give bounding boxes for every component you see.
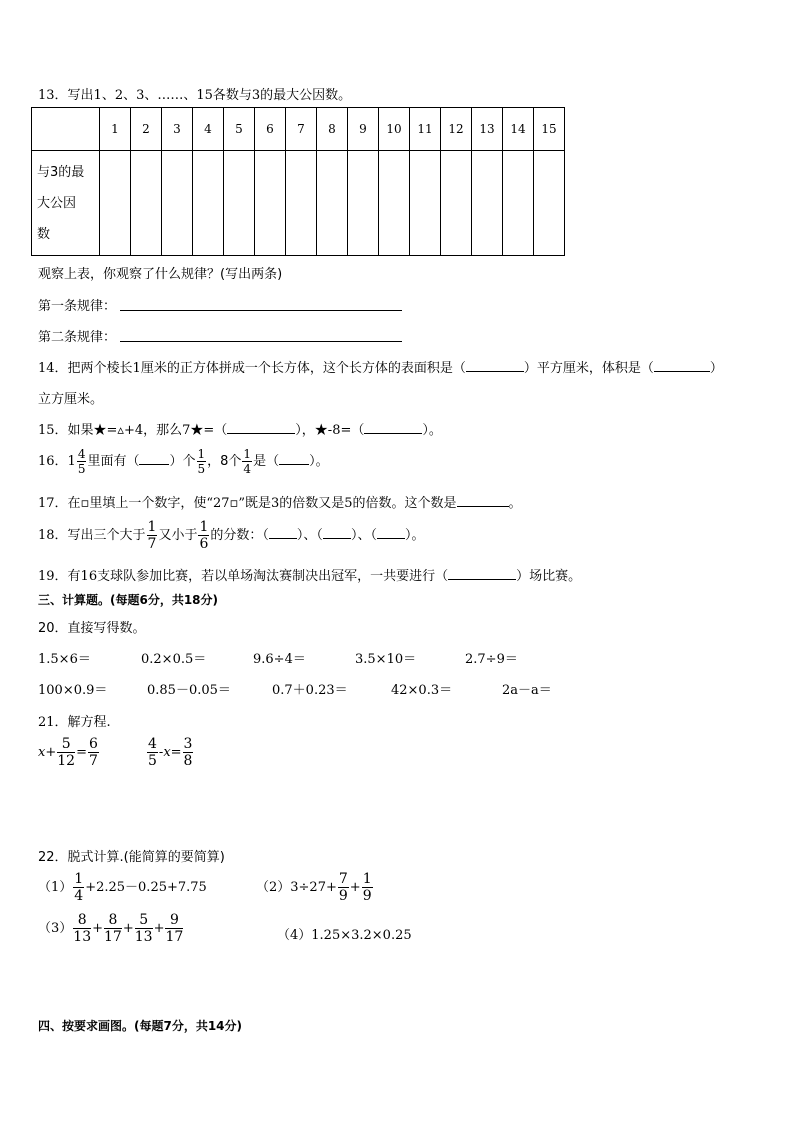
q16-fraction-1 [77, 448, 87, 475]
p2-fraction-1 [338, 872, 349, 903]
answer-cell[interactable] [286, 151, 317, 256]
q16-mid2: ）个 [169, 454, 196, 469]
answer-cell[interactable] [162, 151, 193, 256]
numerator: 8 [104, 913, 122, 929]
gcd-table [31, 107, 565, 256]
q19-text-a: 19．有16支球队参加比赛，若以单场淘汰赛制决出冠军，一共要进行（ [38, 569, 449, 584]
header-cell: 11 [410, 108, 441, 151]
answer-cell[interactable] [441, 151, 472, 256]
denominator: 4 [74, 888, 84, 904]
numerator: 6 [88, 736, 98, 752]
answer-cell[interactable] [503, 151, 534, 256]
q16 [38, 448, 329, 475]
answer-cell[interactable] [131, 151, 162, 256]
answer-cell[interactable] [100, 151, 131, 256]
header-cell: 9 [348, 108, 379, 151]
eq1-fraction-2 [88, 737, 99, 768]
p3-fraction-3 [135, 913, 153, 944]
p3-fraction-1 [73, 913, 91, 944]
q18 [38, 520, 424, 551]
q15 [38, 419, 442, 438]
denominator: 9 [338, 888, 348, 904]
q22-problem-4: （4）1.25×3.2×0.25 [277, 928, 412, 943]
rule2-label: 第二条规律： [38, 330, 117, 345]
p3-fraction-2 [104, 913, 122, 944]
header-cell: 14 [503, 108, 534, 151]
numerator: 1 [147, 519, 157, 535]
q17-blank[interactable] [457, 506, 509, 507]
q16-blank-2[interactable] [279, 464, 309, 465]
denominator: 13 [73, 929, 92, 945]
q15-blank-2[interactable] [364, 433, 422, 434]
table-answer-row [32, 151, 565, 256]
numerator: 3 [183, 736, 193, 752]
q18-s1: ）、（ [296, 528, 323, 543]
q19-text-b: ）场比赛。 [516, 569, 582, 584]
denominator: 9 [362, 888, 372, 904]
eq2-mid: -x= [158, 745, 182, 760]
q18-blank-1[interactable] [269, 538, 297, 539]
q15-blank-1[interactable] [227, 433, 295, 434]
volume-blank[interactable] [654, 371, 710, 372]
rule1-label: 第一条规律： [38, 299, 117, 314]
q20-row1-item: 1.5×6＝ [38, 652, 91, 667]
p1-label: （1） [38, 880, 73, 895]
answer-cell[interactable] [472, 151, 503, 256]
answer-cell[interactable] [193, 151, 224, 256]
row-label-line: 与3的最 [37, 164, 85, 180]
numerator: 4 [148, 736, 157, 752]
header-cell: 2 [131, 108, 162, 151]
numerator: 1 [74, 871, 84, 887]
q16-mid1: 里面有（ [87, 454, 140, 469]
row-label-line: 大公因 [37, 195, 77, 211]
numerator: 5 [135, 913, 153, 929]
denominator: 12 [57, 753, 76, 769]
p2-label: （2）3÷27+ [256, 880, 337, 895]
p2-fraction-2 [362, 872, 373, 903]
table-header-row [32, 108, 565, 151]
q22-problem-2 [256, 872, 374, 903]
denominator: 8 [183, 753, 193, 769]
denominator: 7 [147, 536, 157, 552]
header-cell: 15 [534, 108, 565, 151]
row-label-line: 数 [37, 226, 51, 242]
table-corner-cell [32, 108, 100, 151]
q16-blank-1[interactable] [139, 464, 169, 465]
q17 [38, 492, 522, 511]
q16-pre: 16． [38, 454, 68, 469]
q15-text-b: ），★-8=（ [295, 423, 365, 438]
eq1-x: x+ [38, 745, 57, 760]
q19 [38, 565, 581, 584]
q18-s2: ）、（ [350, 528, 377, 543]
q20-row1-item: 2.7÷9＝ [465, 652, 518, 667]
q16-fraction-2 [197, 448, 207, 475]
p2-plus: + [349, 880, 361, 895]
q16-fraction-3 [242, 448, 252, 475]
q16-mid4: 是（ [253, 454, 280, 469]
q20-row1-item: 3.5×10＝ [355, 652, 417, 667]
header-cell: 5 [224, 108, 255, 151]
numerator: 1 [199, 519, 209, 535]
rule2-answer-line[interactable] [120, 341, 402, 342]
q18-blank-3[interactable] [377, 538, 405, 539]
q22-title: 22．脱式计算.(能简算的要简算) [38, 850, 225, 865]
numerator: 1 [243, 447, 252, 461]
eq2-fraction-2 [183, 737, 194, 768]
q20-row2-item: 2a－a＝ [502, 683, 552, 698]
header-cell: 8 [317, 108, 348, 151]
denominator: 17 [165, 929, 184, 945]
numerator: 8 [73, 913, 91, 929]
answer-cell[interactable] [534, 151, 565, 256]
q16-whole: 1 [67, 454, 76, 469]
q22-problem-3 [38, 913, 184, 944]
q14-line1 [38, 357, 723, 376]
q14-text-a: 14．把两个棱长1厘米的正方体拼成一个长方体，这个长方体的表面积是（ [38, 361, 466, 376]
denominator: 17 [104, 929, 122, 945]
q21-title: 21．解方程. [38, 715, 111, 730]
q14-line2: 立方厘米。 [38, 392, 104, 407]
denominator: 5 [197, 462, 206, 476]
q14-text-b: ）平方厘米，体积是（ [523, 361, 654, 376]
denominator: 7 [88, 753, 98, 769]
plus-sign: + [92, 921, 104, 936]
numerator: 1 [362, 871, 372, 887]
header-cell: 10 [379, 108, 410, 151]
eq1-fraction-1 [57, 737, 75, 768]
equation-1 [38, 737, 100, 768]
q16-end: ）。 [309, 454, 329, 469]
numerator: 9 [165, 913, 183, 929]
plus-sign: + [122, 921, 134, 936]
eq1-equals: = [76, 745, 87, 760]
q20-title: 20．直接写得数。 [38, 621, 146, 636]
equation-2 [146, 737, 194, 768]
q13-title: 13．写出1、2、3、……、15各数与3的最大公因数。 [38, 88, 352, 103]
numerator: 4 [77, 447, 86, 461]
q22-problem-1 [38, 872, 207, 903]
denominator: 5 [77, 462, 86, 476]
header-cell: 7 [286, 108, 317, 151]
denominator: 5 [148, 753, 157, 769]
header-cell: 4 [193, 108, 224, 151]
answer-cell[interactable] [317, 151, 348, 256]
p3-label: （3） [38, 921, 73, 936]
header-cell: 12 [441, 108, 472, 151]
numerator: 1 [197, 447, 206, 461]
numerator: 5 [57, 737, 75, 753]
header-cell: 1 [100, 108, 131, 151]
section3-heading: 三、计算题。(每题6分，共18分) [38, 593, 219, 607]
q18-fraction-2 [198, 520, 209, 551]
q18-mid: 又小于 [158, 528, 198, 543]
q14-text-c: ） [709, 361, 723, 376]
answer-cell[interactable] [379, 151, 410, 256]
p1-fraction [73, 872, 84, 903]
rule1-answer-line[interactable] [120, 310, 402, 311]
q19-blank[interactable] [448, 579, 516, 580]
answer-cell[interactable] [348, 151, 379, 256]
q18-fraction-1 [147, 520, 158, 551]
q20-row2-item: 0.7＋0.23＝ [272, 683, 348, 698]
answer-cell[interactable] [410, 151, 441, 256]
surface-area-blank[interactable] [466, 371, 524, 372]
q15-text-a: 15．如果★=▵+4，那么7★=（ [38, 423, 228, 438]
answer-cell[interactable] [255, 151, 286, 256]
answer-cell[interactable] [224, 151, 255, 256]
p3-fraction-4 [165, 913, 183, 944]
q20-row2-item: 42×0.3＝ [391, 683, 453, 698]
q20-row2-item: 0.85－0.05＝ [147, 683, 231, 698]
denominator: 6 [199, 536, 209, 552]
q17-text: 17．在▫里填上一个数字，使“27▫”既是3的倍数又是5的倍数。这个数是 [38, 496, 457, 511]
q16-mid3: ，8个 [207, 454, 242, 469]
header-cell: 13 [472, 108, 503, 151]
q18-pre: 18．写出三个大于 [38, 528, 146, 543]
q13-observe: 观察上表，你观察了什么规律？(写出两条) [38, 267, 283, 282]
p1-rest: +2.25－0.25+7.75 [85, 880, 207, 895]
denominator: 4 [243, 462, 252, 476]
q20-row1-item: 0.2×0.5＝ [141, 652, 207, 667]
denominator: 13 [134, 929, 153, 945]
q20-row1-item: 9.6÷4＝ [253, 652, 306, 667]
q18-post: 的分数：（ [210, 528, 269, 543]
q17-end: 。 [508, 496, 522, 511]
q18-blank-2[interactable] [323, 538, 351, 539]
header-cell: 6 [255, 108, 286, 151]
numerator: 7 [338, 871, 348, 887]
row-label-cell [32, 151, 100, 256]
eq2-fraction-1 [147, 737, 158, 768]
q20-row2-item: 100×0.9＝ [38, 683, 108, 698]
plus-sign: + [153, 921, 165, 936]
header-cell: 3 [162, 108, 193, 151]
section4-heading: 四、按要求画图。(每题7分，共14分) [38, 1019, 243, 1033]
q18-end: ）。 [404, 528, 425, 543]
q15-text-c: ）。 [422, 423, 442, 438]
